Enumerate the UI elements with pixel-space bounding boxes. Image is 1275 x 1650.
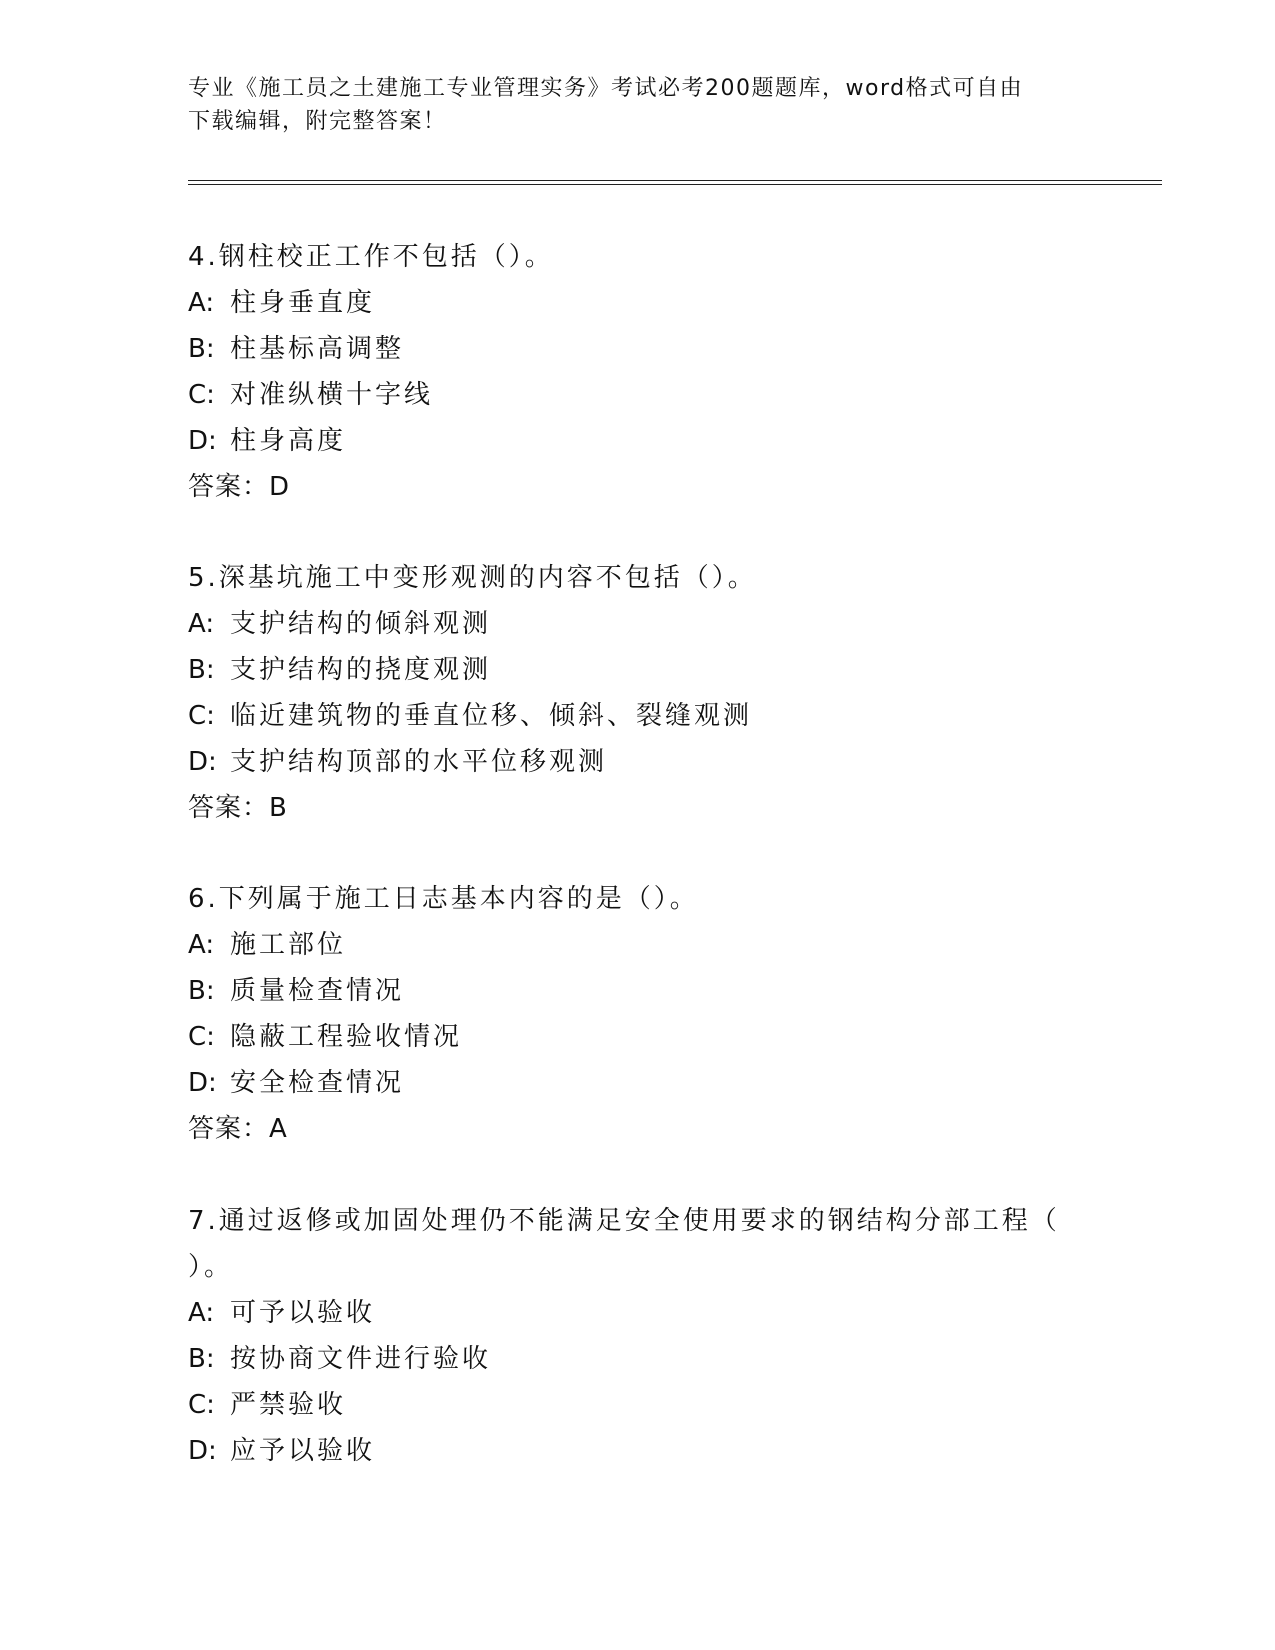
header-title-line-1: 专业《施工员之土建施工专业管理实务》考试必考200题题库，word格式可自由 bbox=[188, 76, 1024, 101]
option-letter: D: bbox=[188, 1068, 217, 1098]
option-c bbox=[188, 1014, 1088, 1060]
question-6 bbox=[188, 876, 1088, 1152]
option-text: 柱基标高调整 bbox=[230, 334, 405, 364]
option-letter: B: bbox=[188, 334, 215, 364]
option-a bbox=[188, 922, 1088, 968]
header-divider-bottom bbox=[188, 184, 1162, 185]
option-letter: A: bbox=[188, 930, 215, 960]
option-letter: B: bbox=[188, 655, 215, 685]
option-letter: A: bbox=[188, 288, 215, 318]
option-text: 施工部位 bbox=[230, 930, 347, 960]
option-text: 安全检查情况 bbox=[230, 1068, 405, 1098]
question-stem-line-1: 7.通过返修或加固处理仍不能满足安全使用要求的钢结构分部工程（ bbox=[188, 1206, 1060, 1236]
option-letter: A: bbox=[188, 609, 215, 639]
option-c bbox=[188, 372, 1088, 418]
option-letter: D: bbox=[188, 1436, 217, 1466]
option-text: 按协商文件进行验收 bbox=[230, 1344, 492, 1374]
option-text: 柱身高度 bbox=[230, 426, 347, 456]
option-b bbox=[188, 647, 1088, 693]
option-text: 支护结构的倾斜观测 bbox=[230, 609, 492, 639]
option-text: 柱身垂直度 bbox=[230, 288, 376, 318]
question-4 bbox=[188, 234, 1088, 510]
option-text: 对准纵横十字线 bbox=[230, 380, 434, 410]
header-divider-top bbox=[188, 180, 1162, 181]
option-text: 可予以验收 bbox=[230, 1298, 376, 1328]
option-b bbox=[188, 1336, 1088, 1382]
option-a bbox=[188, 1290, 1088, 1336]
option-text: 隐蔽工程验收情况 bbox=[230, 1022, 463, 1052]
option-text: 应予以验收 bbox=[230, 1436, 376, 1466]
option-text: 严禁验收 bbox=[230, 1390, 347, 1420]
option-c bbox=[188, 1382, 1088, 1428]
option-text: 支护结构顶部的水平位移观测 bbox=[230, 747, 608, 777]
option-letter: D: bbox=[188, 747, 217, 777]
option-d bbox=[188, 418, 1088, 464]
answer-line: 答案：A bbox=[188, 1114, 288, 1144]
option-c bbox=[188, 693, 1088, 739]
option-letter: A: bbox=[188, 1298, 215, 1328]
option-d bbox=[188, 1428, 1088, 1474]
option-letter: C: bbox=[188, 380, 215, 410]
option-b bbox=[188, 326, 1088, 372]
option-a bbox=[188, 601, 1088, 647]
option-letter: B: bbox=[188, 1344, 215, 1374]
question-7 bbox=[188, 1198, 1088, 1474]
question-stem: 4.钢柱校正工作不包括（）。 bbox=[188, 242, 554, 272]
option-letter: B: bbox=[188, 976, 215, 1006]
question-stem: 5.深基坑施工中变形观测的内容不包括（）。 bbox=[188, 563, 757, 593]
answer-line: 答案：D bbox=[188, 472, 291, 502]
document-header bbox=[188, 72, 1088, 138]
option-d bbox=[188, 739, 1088, 785]
answer-line: 答案：B bbox=[188, 793, 288, 823]
question-stem: 6.下列属于施工日志基本内容的是（）。 bbox=[188, 884, 699, 914]
option-letter: D: bbox=[188, 426, 217, 456]
option-d bbox=[188, 1060, 1088, 1106]
option-text: 支护结构的挠度观测 bbox=[230, 655, 492, 685]
option-text: 质量检查情况 bbox=[230, 976, 405, 1006]
option-text: 临近建筑物的垂直位移、倾斜、裂缝观测 bbox=[230, 701, 753, 731]
option-letter: C: bbox=[188, 1022, 215, 1052]
option-letter: C: bbox=[188, 1390, 215, 1420]
question-5 bbox=[188, 555, 1088, 831]
option-a bbox=[188, 280, 1088, 326]
option-b bbox=[188, 968, 1088, 1014]
question-stem-line-2: ）。 bbox=[188, 1252, 234, 1282]
header-title-line-2: 下载编辑，附完整答案！ bbox=[188, 109, 447, 134]
option-letter: C: bbox=[188, 701, 215, 731]
